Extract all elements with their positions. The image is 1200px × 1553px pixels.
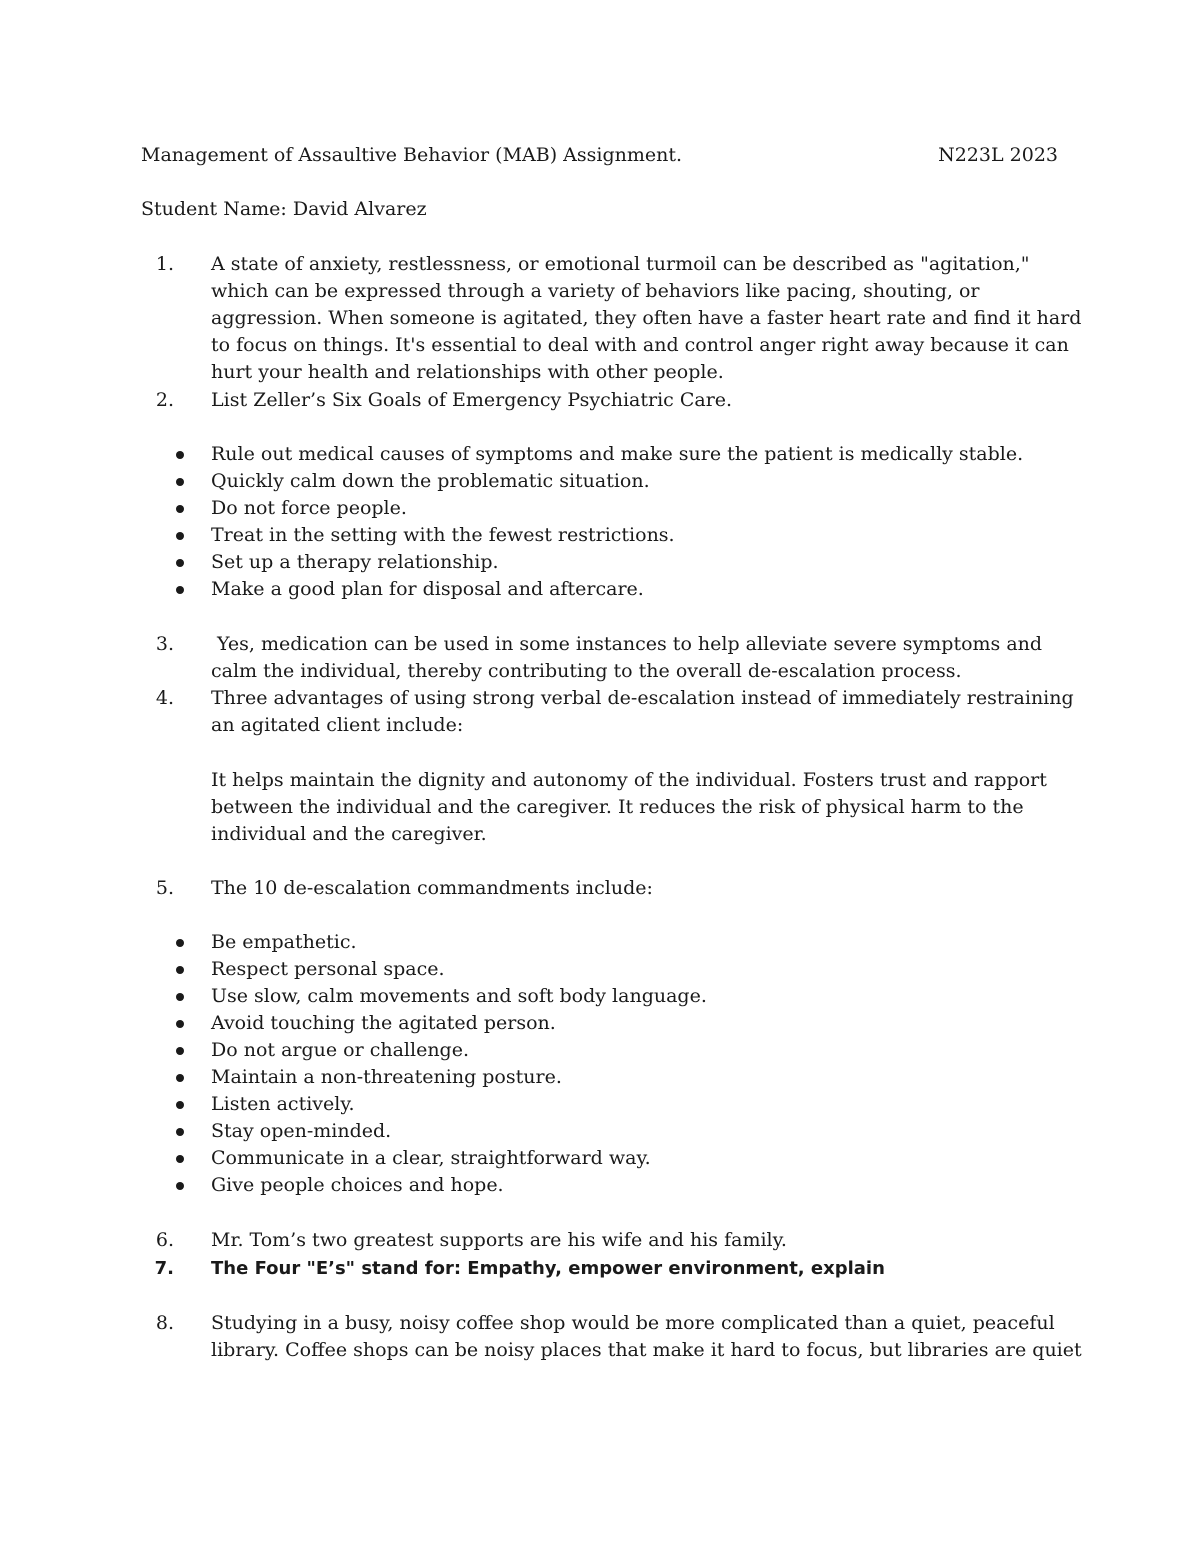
bullet-icon [176,586,184,594]
question-1 [141,251,1082,386]
answer-line: individual and the caregiver. [211,823,487,845]
list-item: Rule out medical causes of symptoms and make sure the patient is medically stable. [141,441,1058,468]
question-3 [141,631,1058,685]
answer-text: The Four "E’s" stand for: Empathy, empower environment, explain [211,1258,885,1279]
question-4 [141,685,1074,739]
question-number: 8. [155,1312,174,1334]
list-item: Use slow, calm movements and soft body language. [141,983,1058,1010]
bullet-icon [176,966,184,974]
answer-paragraph [211,767,1047,848]
question-line: Three advantages of using strong verbal de-escalation instead of immediately restraining [211,687,1074,709]
answer-line: to focus on things. It's essential to deal with and control anger right away because it can [211,334,1069,356]
question-number: 5. [155,877,174,899]
question-number: 6. [155,1229,174,1251]
answer-line: calm the individual, thereby contributing to the overall de-escalation process. [211,660,962,682]
bullet-icon [176,478,184,486]
list-item: Listen actively. [141,1091,1058,1118]
bullet-icon [176,1128,184,1136]
bullet-icon [176,1101,184,1109]
list-item: Stay open-minded. [141,1118,1058,1145]
student-name: Student Name: David Alvarez [141,198,427,220]
question-number: 4. [155,687,174,709]
list-item: Set up a therapy relationship. [141,549,1058,576]
list-item: Avoid touching the agitated person. [141,1010,1058,1037]
answer-line: library. Coffee shops can be noisy places that make it hard to focus, but libraries are quiet [211,1339,1082,1361]
bullet-icon [176,939,184,947]
list-item: Respect personal space. [141,956,1058,983]
question-5 [141,875,1058,902]
bullet-icon [176,1074,184,1082]
question-text: List Zeller’s Six Goals of Emergency Psychiatric Care. [211,389,733,411]
bullet-icon [176,1047,184,1055]
answer-line: which can be expressed through a variety of behaviors like pacing, shouting, or [211,280,980,302]
list-item: Do not argue or challenge. [141,1037,1058,1064]
bullet-icon [176,451,184,459]
answer-line: Yes, medication can be used in some instances to help alleviate severe symptoms and [211,633,1043,655]
bullet-icon [176,559,184,567]
list-item: Be empathetic. [141,929,1058,956]
bullet-icon [176,1155,184,1163]
question-number: 2. [155,389,174,411]
question-6 [141,1227,1058,1254]
list-item: Quickly calm down the problematic situation. [141,468,1058,495]
bullet-icon [176,993,184,1001]
question-2 [141,387,1058,414]
bullet-icon [176,532,184,540]
list-item: Make a good plan for disposal and aftercare. [141,576,1058,603]
question-number: 3. [155,633,174,655]
question-number: 1. [155,253,174,275]
list-item: Do not force people. [141,495,1058,522]
list-item: Communicate in a clear, straightforward way. [141,1145,1058,1172]
bullet-icon [176,1182,184,1190]
assignment-title: Management of Assaultive Behavior (MAB) Assignment. [141,144,683,166]
answer-text: Mr. Tom’s two greatest supports are his wife and his family. [211,1229,787,1251]
bullet-icon [176,1020,184,1028]
answer-line: A state of anxiety, restlessness, or emotional turmoil can be described as "agitation," [211,253,1030,275]
bullet-icon [176,505,184,513]
list-item: Give people choices and hope. [141,1172,1058,1199]
answer-line: It helps maintain the dignity and autonomy of the individual. Fosters trust and rapport [211,769,1047,791]
list-item: Treat in the setting with the fewest restrictions. [141,522,1058,549]
answer-line: Studying in a busy, noisy coffee shop would be more complicated than a quiet, peaceful [211,1312,1055,1334]
question-7 [141,1255,1058,1282]
list-item: Maintain a non-threatening posture. [141,1064,1058,1091]
course-code: N223L 2023 [938,144,1058,166]
question-line: an agitated client include: [211,714,464,736]
question-number: 7. [154,1258,174,1279]
answer-line: aggression. When someone is agitated, they often have a faster heart rate and find it hard [211,307,1082,329]
question-text: The 10 de-escalation commandments include: [211,877,653,899]
answer-line: hurt your health and relationships with other people. [211,361,724,383]
question-8 [141,1310,1082,1364]
document-header [141,142,1058,169]
answer-line: between the individual and the caregiver. It reduces the risk of physical harm to the [211,796,1024,818]
